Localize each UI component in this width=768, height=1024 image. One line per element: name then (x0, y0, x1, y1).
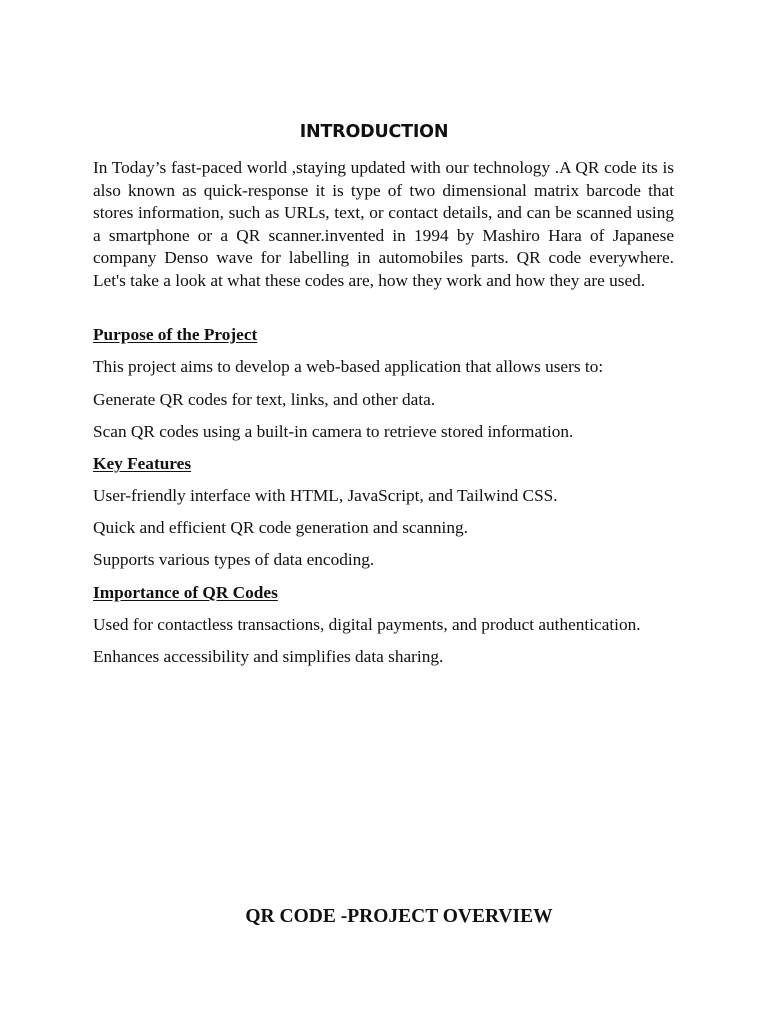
features-heading: Key Features (93, 454, 192, 473)
importance-heading: Importance of QR Codes (93, 583, 278, 602)
feature-line: Quick and efficient QR code generation and scanning. (93, 518, 468, 537)
section-title: QR CODE -PROJECT OVERVIEW (245, 906, 553, 927)
purpose-line: Scan QR codes using a built-in camera to retrieve stored information. (93, 422, 574, 441)
feature-line: Supports various types of data encoding. (93, 550, 375, 569)
importance-line: Used for contactless transactions, digital payments, and product authentication. (93, 615, 641, 634)
purpose-line: Generate QR codes for text, links, and other data. (93, 390, 436, 409)
feature-line: User-friendly interface with HTML, JavaScript, and Tailwind CSS. (93, 486, 558, 505)
importance-line: Enhances accessibility and simplifies data sharing. (93, 647, 444, 666)
page-title: INTRODUCTION (299, 122, 449, 142)
purpose-heading: Purpose of the Project (93, 325, 258, 344)
intro-paragraph: In Today’s fast-paced world ,staying updated with our technology .A QR code its is also known as quick-response it is type of two dimensional matrix barcode that stores information, such as URLs, text, or contact details, and can be scanned using a smartphone or a QR scanner.invented in 1994 by Mashiro Hara of Japanese company Denso wave for labelling in automobiles parts. QR code everywhere. Let's take a look at what these codes are, how they work and how they are used. (93, 158, 674, 290)
purpose-line: This project aims to develop a web-based application that allows users to: (93, 357, 604, 376)
